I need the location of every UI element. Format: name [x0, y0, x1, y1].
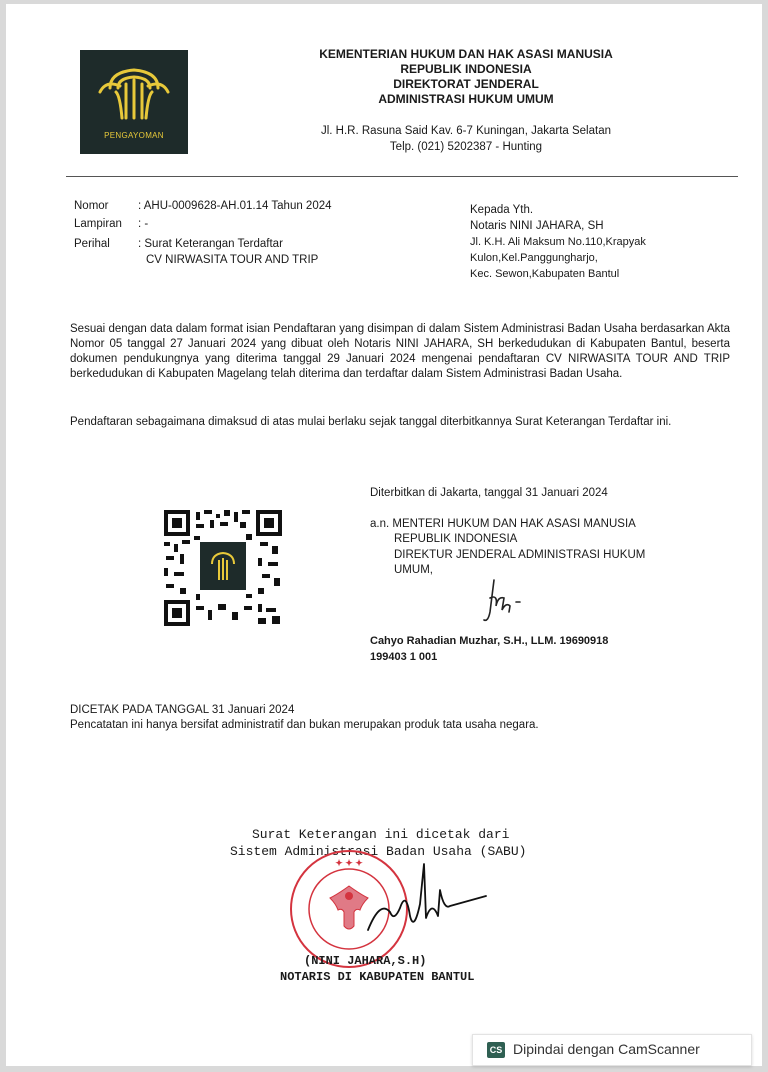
nomor-value: : AHU-0009628-AH.01.14 Tahun 2024: [138, 200, 332, 212]
perihal-value-2: CV NIRWASITA TOUR AND TRIP: [146, 254, 319, 266]
header-phone: Telp. (021) 5202387 - Hunting: [389, 141, 543, 153]
document-page: [6, 4, 762, 1066]
signatory-name-line-2: 199403 1 001: [370, 651, 438, 663]
certification-line-2: Sistem Administrasi Badan Usaha (SABU): [230, 844, 527, 859]
signatory-line-4: UMUM,: [394, 564, 433, 576]
signatory-line-1: a.n. MENTERI HUKUM DAN HAK ASASI MANUSIA: [370, 518, 636, 530]
header-line-1: KEMENTERIAN HUKUM DAN HAK ASASI MANUSIA: [319, 47, 613, 61]
perihal-label: Perihal: [74, 238, 110, 250]
certification-line-1: Surat Keterangan ini dicetak dari: [252, 827, 510, 842]
body-paragraph-1: Sesuai dengan data dalam format isian Pendaftaran yang disimpan di dalam Sistem Administrasi Badan Usaha berdasarkan Akta Nomor 05 tanggal 27 Januari 2024 yang dibuat oleh Notaris NINI JAHARA, SH berkedudukan di Kabupaten Bantul, beserta dokumen pendukungnya yang diterima tanggal 29 Januari 2024 mengenai pendaftaran CV NIRWASITA TOUR AND TRIP berkedudukan di Kabupaten Magelang telah diterima dan terdaftar dalam Sistem Administrasi Badan Usaha.: [70, 323, 730, 380]
header-line-3: DIREKTORAT JENDERAL: [393, 77, 539, 91]
administrative-note: Pencatatan ini hanya bersifat administratif dan bukan merupakan produk tata usaha negara.: [70, 719, 539, 731]
camscanner-icon: CS: [487, 1042, 505, 1058]
notary-name: (NINI JAHARA,S.H): [304, 954, 427, 968]
lampiran-label: Lampiran: [74, 218, 122, 230]
notary-title: NOTARIS DI KABUPATEN BANTUL: [280, 970, 475, 984]
header-line-2: REPUBLIK INDONESIA: [400, 62, 532, 76]
lampiran-value: : -: [138, 218, 149, 230]
ministry-logo: [80, 50, 188, 154]
signatory-line-2: REPUBLIK INDONESIA: [394, 533, 518, 545]
body-paragraph-2: Pendaftaran sebagaimana dimaksud di atas mulai berlaku sejak tanggal diterbitkannya Surat Keterangan Terdaftar ini.: [70, 416, 672, 428]
recipient-line-3: Jl. K.H. Ali Maksum No.110,Krapyak: [470, 236, 646, 248]
pengayoman-tree-icon: [80, 50, 188, 130]
perihal-value: : Surat Keterangan Terdaftar: [138, 238, 283, 250]
signatory-name-line-1: Cahyo Rahadian Muzhar, S.H., LLM. 19690918: [370, 635, 609, 647]
signatory-line-3: DIREKTUR JENDERAL ADMINISTRASI HUKUM: [394, 549, 646, 561]
logo-caption: PENGAYOMAN: [104, 131, 164, 140]
printed-date: DICETAK PADA TANGGAL 31 Januari 2024: [70, 704, 295, 716]
camscanner-watermark: [472, 1034, 752, 1066]
header-address: Jl. H.R. Rasuna Said Kav. 6-7 Kuningan, Jakarta Selatan: [320, 125, 611, 137]
header-line-4: ADMINISTRASI HUKUM UMUM: [378, 92, 554, 106]
director-signature-icon: [476, 576, 536, 628]
recipient-line-5: Kec. Sewon,Kabupaten Bantul: [470, 268, 620, 280]
issued-date: Diterbitkan di Jakarta, tanggal 31 Januari 2024: [370, 487, 608, 499]
recipient-line-4: Kulon,Kel.Panggungharjo,: [470, 252, 598, 264]
camscanner-label: Dipindai dengan CamScanner: [513, 1041, 700, 1057]
header-divider: [66, 176, 738, 177]
recipient-line-2: Notaris NINI JAHARA, SH: [470, 220, 604, 232]
qr-code-icon: [162, 508, 284, 628]
recipient-line-1: Kepada Yth.: [470, 204, 534, 216]
notary-signature-icon: [360, 860, 490, 940]
nomor-label: Nomor: [74, 200, 109, 212]
svg-text:✦ ✦ ✦: ✦ ✦ ✦: [335, 858, 363, 868]
